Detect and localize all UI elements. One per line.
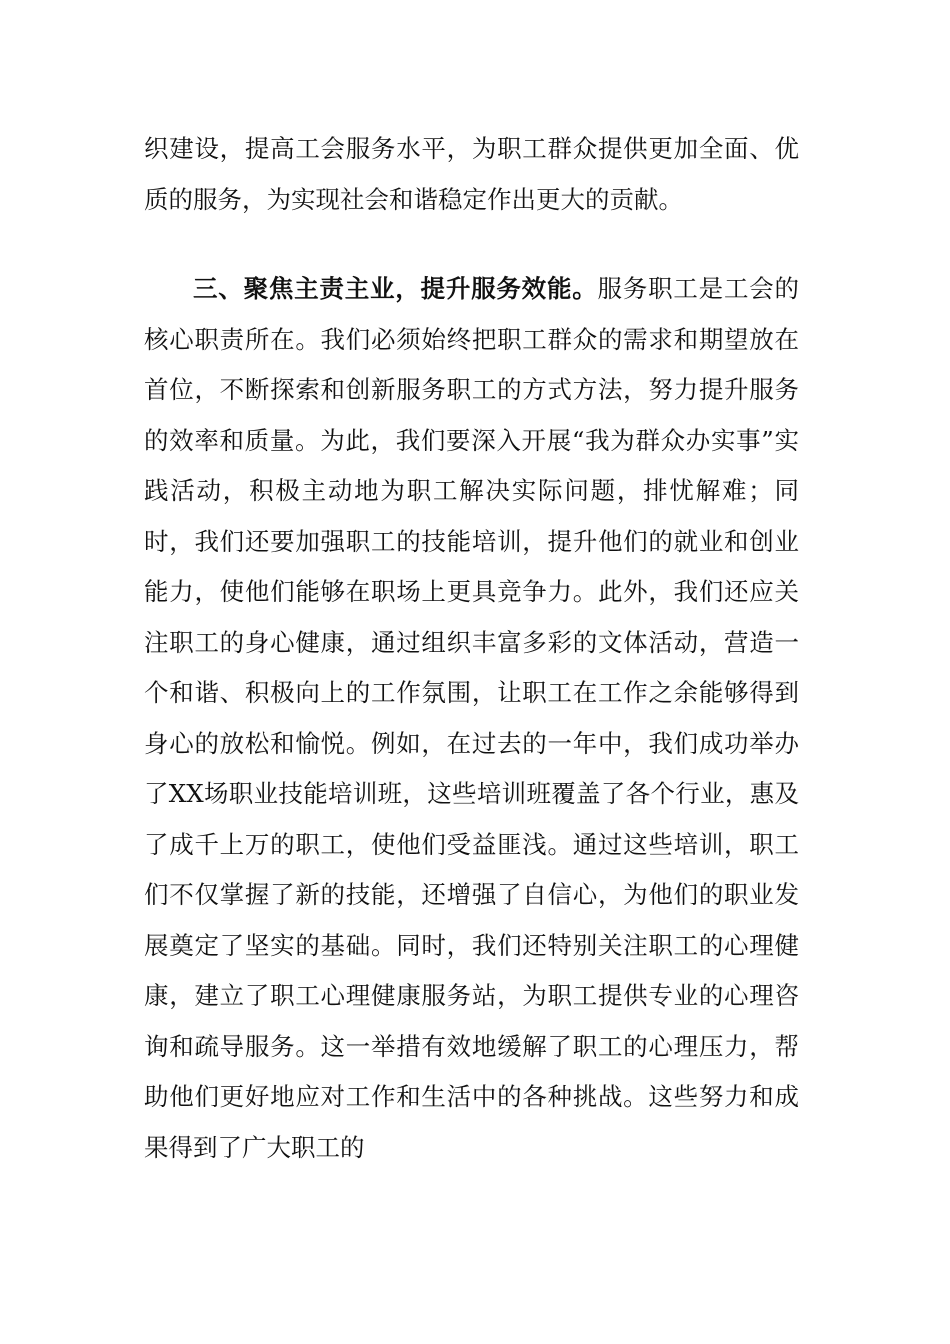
paragraph-continued: 织建设，提高工会服务水平，为职工群众提供更加全面、优质的服务，为实现社会和谐稳定作出更大的贡献。 (144, 134, 799, 214)
section-heading: 三、聚焦主责主业，提升服务效能。 (193, 274, 598, 303)
section-body: 服务职工是工会的核心职责所在。我们必须始终把职工群众的需求和期望放在首位，不断探索和创新服务职工的方式方法，努力提升服务的效率和质量。为此，我们要深入开展“我为群众办实事”实践活动，积极主动地为职工解决实际问题，排忧解难；同时，我们还要加强职工的技能培训，提升他们的就业和创业能力，使他们能够在职场上更具竞争力。此外，我们还应关注职工的身心健康，通过组织丰富多彩的文体活动，营造一个和谐、积极向上的工作氛围，让职工在工作之余能够得到身心的放松和愉悦。例如，在过去的一年中，我们成功举办了XX场职业技能培训班，这些培训班覆盖了各个行业，惠及了成千上万的职工，使他们受益匪浅。通过这些培训，职工们不仅掌握了新的技能，还增强了自信心，为他们的职业发展奠定了坚实的基础。同时，我们还特别关注职工的心理健康，建立了职工心理健康服务站，为职工提供专业的心理咨询和疏导服务。这一举措有效地缓解了职工的心理压力，帮助他们更好地应对工作和生活中的各种挑战。这些努力和成果得到了广大职工的 (144, 274, 800, 1162)
paragraph-section-three (144, 264, 799, 1173)
